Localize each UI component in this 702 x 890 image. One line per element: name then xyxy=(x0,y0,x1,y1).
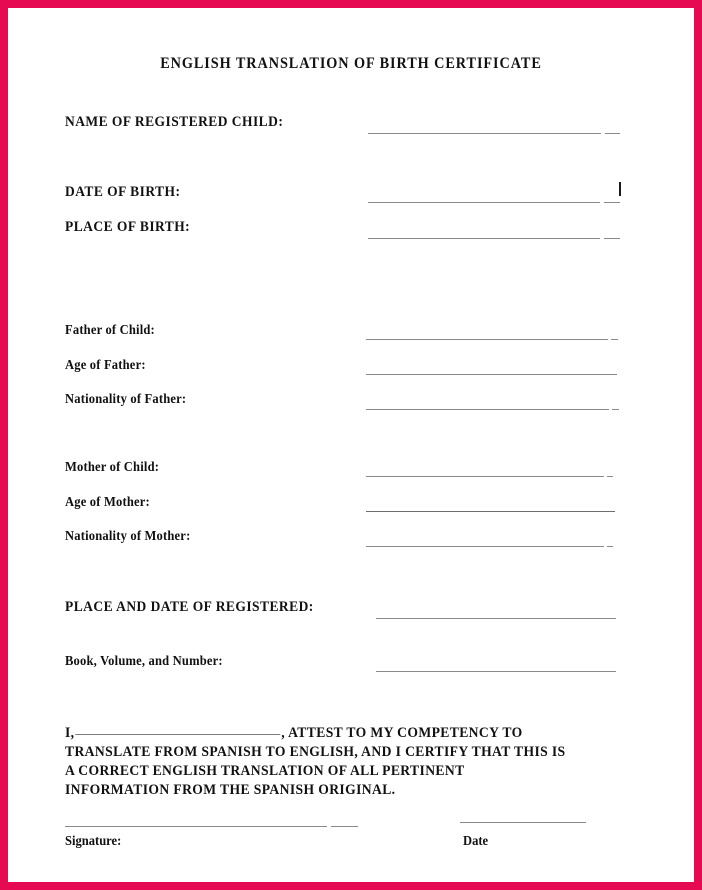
field-line-nationality-of-mother-tail[interactable] xyxy=(607,546,613,547)
field-line-name-of-registered-child[interactable] xyxy=(368,133,601,134)
field-row-mother-of-child xyxy=(8,459,694,481)
field-line-age-of-father[interactable] xyxy=(366,374,617,375)
date-label: Date xyxy=(463,833,489,848)
field-label-nationality-of-father: Nationality of Father: xyxy=(65,391,187,406)
page-sheet xyxy=(8,8,694,882)
field-line-place-and-date-of-registered[interactable] xyxy=(376,618,616,619)
attestation-line-3: A CORRECT ENGLISH TRANSLATION OF ALL PERTINENT xyxy=(65,763,465,779)
field-line-nationality-of-father-tail[interactable] xyxy=(612,409,619,410)
page-title: ENGLISH TRANSLATION OF BIRTH CERTIFICATE xyxy=(160,55,542,72)
field-line-date-of-birth-tail[interactable] xyxy=(604,202,620,203)
attestation-line-1-tail: , ATTEST TO MY COMPETENCY TO xyxy=(281,725,523,741)
field-line-book-volume-and-number[interactable] xyxy=(376,671,616,672)
attestation-line-4: INFORMATION FROM THE SPANISH ORIGINAL. xyxy=(65,782,396,798)
field-label-place-of-birth: PLACE OF BIRTH: xyxy=(65,219,191,235)
field-row-age-of-father xyxy=(8,357,694,379)
field-label-place-and-date-of-registered: PLACE AND DATE OF REGISTERED: xyxy=(65,599,314,615)
attestation-paragraph xyxy=(65,724,665,800)
signature-label: Signature: xyxy=(65,833,122,848)
field-label-age-of-father: Age of Father: xyxy=(65,357,146,372)
field-line-age-of-mother[interactable] xyxy=(366,511,615,512)
field-line-father-of-child-tail[interactable] xyxy=(611,339,618,340)
field-label-book-volume-and-number: Book, Volume, and Number: xyxy=(65,653,223,668)
field-line-mother-of-child[interactable] xyxy=(366,476,604,477)
field-label-father-of-child: Father of Child: xyxy=(65,322,155,337)
field-line-name-of-registered-child-tail[interactable] xyxy=(605,133,620,134)
field-line-mother-of-child-tail[interactable] xyxy=(607,476,613,477)
attestation-line-2: TRANSLATE FROM SPANISH TO ENGLISH, AND I CERTIFY THAT THIS IS xyxy=(65,744,566,760)
field-line-place-of-birth[interactable] xyxy=(368,238,600,239)
field-line-place-of-birth-tail[interactable] xyxy=(604,238,620,239)
field-label-nationality-of-mother: Nationality of Mother: xyxy=(65,528,191,543)
field-label-mother-of-child: Mother of Child: xyxy=(65,459,160,474)
date-of-birth-cursor-tick xyxy=(619,182,621,196)
field-label-name-of-registered-child: NAME OF REGISTERED CHILD: xyxy=(65,114,284,130)
signature-line-tail[interactable] xyxy=(331,826,358,827)
signature-line[interactable] xyxy=(65,826,327,827)
date-line[interactable] xyxy=(460,822,586,823)
field-label-age-of-mother: Age of Mother: xyxy=(65,494,150,509)
field-line-nationality-of-father[interactable] xyxy=(366,409,609,410)
field-line-nationality-of-mother[interactable] xyxy=(366,546,604,547)
field-line-date-of-birth[interactable] xyxy=(368,202,600,203)
field-row-father-of-child xyxy=(8,322,694,344)
field-label-date-of-birth: DATE OF BIRTH: xyxy=(65,184,181,200)
attestation-lead: I, xyxy=(65,725,75,741)
field-line-father-of-child[interactable] xyxy=(366,339,608,340)
field-row-age-of-mother xyxy=(8,494,694,516)
attestation-line-1 xyxy=(65,724,629,743)
attestation-name-blank[interactable] xyxy=(75,734,280,735)
